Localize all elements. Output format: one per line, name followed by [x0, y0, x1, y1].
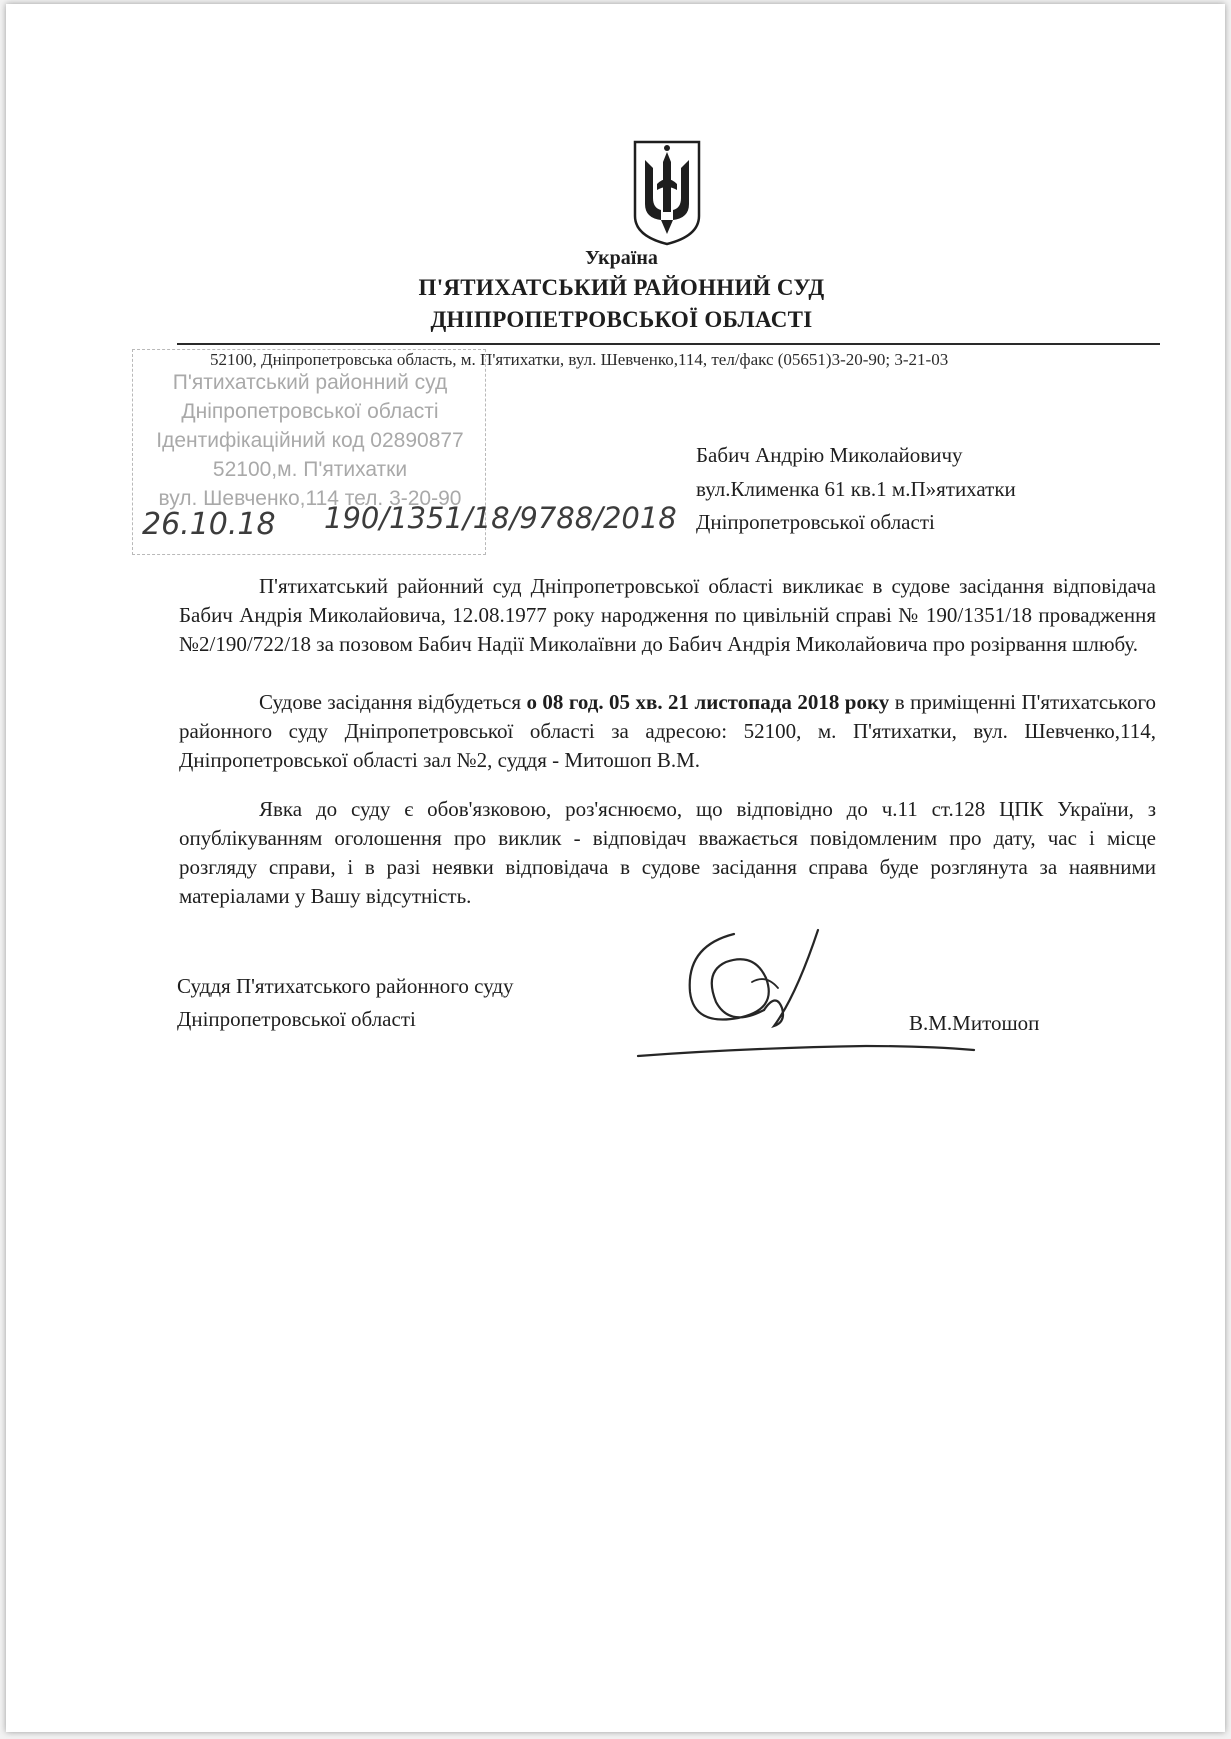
court-name-line-1: П'ЯТИХАТСЬКИЙ РАЙОННИЙ СУД: [418, 275, 825, 300]
stamp-line-1: П'ятихатський районний суд: [172, 371, 448, 394]
document-page: [6, 4, 1225, 1732]
handwritten-signature: [626, 922, 986, 1070]
stamp-handwritten-date: 26.10.18: [142, 507, 276, 542]
stamp-handwritten-reference: 190/1351/18/9788/2018: [324, 501, 677, 535]
body-paragraph-1: [179, 572, 1156, 659]
stamp-line-5: вул. Шевченко,114 тел. 3-20-90: [158, 487, 462, 510]
hearing-location-text: в приміщенні П'ятихатського районного суду Дніпропетровської області за адресою: 52100, м. П'ятихатки, вул. Шевченко,114, Дніпропетровської області зал №2, суддя - Митошоп В.М.: [179, 690, 1157, 772]
body-paragraph-3-text: Явка до суду є обов'язковою, роз'яснюємо, що відповідно до ч.11 ст.128 ЦПК України, з опублікуванням оголошення про виклик - відповідач вважається повідомленим про дату, час і місце розгляду справи, і в разі неявки відповідача в судове засідання справа буде розглянута за наявними матеріалами у Вашу відсутність.: [179, 797, 1156, 908]
country-name: Україна: [585, 247, 658, 269]
stamp-line-3: Ідентифікаційний код 02890877: [156, 429, 464, 452]
judge-title-line-2: Дніпропетровської області: [177, 1007, 416, 1031]
court-contact-line: 52100, Дніпропетровська область, м. П'ятихатки, вул. Шевченко,114, тел/факс (05651)3-20-90; 3-21-03: [210, 350, 949, 369]
judge-name: В.М.Митошоп: [909, 1011, 1040, 1035]
judge-title-line-1: Суддя П'ятихатського районного суду: [177, 974, 514, 998]
body-paragraph-1-text: П'ятихатський районний суд Дніпропетровської області викликає в судове засідання відповідача Бабич Андрія Миколайовича, 12.08.1977 року народження по цивільній справі № 190/1351/18 провадження №2/190/722/18 за позовом Бабич Надії Миколаївни до Бабич Андрія Миколайовича про розірвання шлюбу.: [179, 574, 1156, 656]
addressee-name: Бабич Андрію Миколайовичу: [696, 443, 963, 467]
addressee-region: Дніпропетровської області: [696, 510, 935, 534]
coat-of-arms-icon: [631, 138, 703, 246]
hearing-datetime: о 08 год. 05 хв. 21 листопада 2018 року: [526, 690, 890, 714]
stamp-line-2: Дніпропетровської області: [181, 400, 439, 423]
header-divider: [177, 343, 1160, 345]
body-paragraph-3: [179, 795, 1156, 911]
addressee-street: вул.Клименка 61 кв.1 м.П»ятихатки: [696, 477, 1016, 501]
hearing-intro-text: Судове засідання відбудеться: [259, 690, 521, 714]
court-name-line-2: ДНІПРОПЕТРОВСЬКОЇ ОБЛАСТІ: [430, 307, 813, 332]
body-paragraph-2: [179, 688, 1156, 775]
stamp-line-4: 52100,м. П'ятихатки: [212, 458, 408, 481]
